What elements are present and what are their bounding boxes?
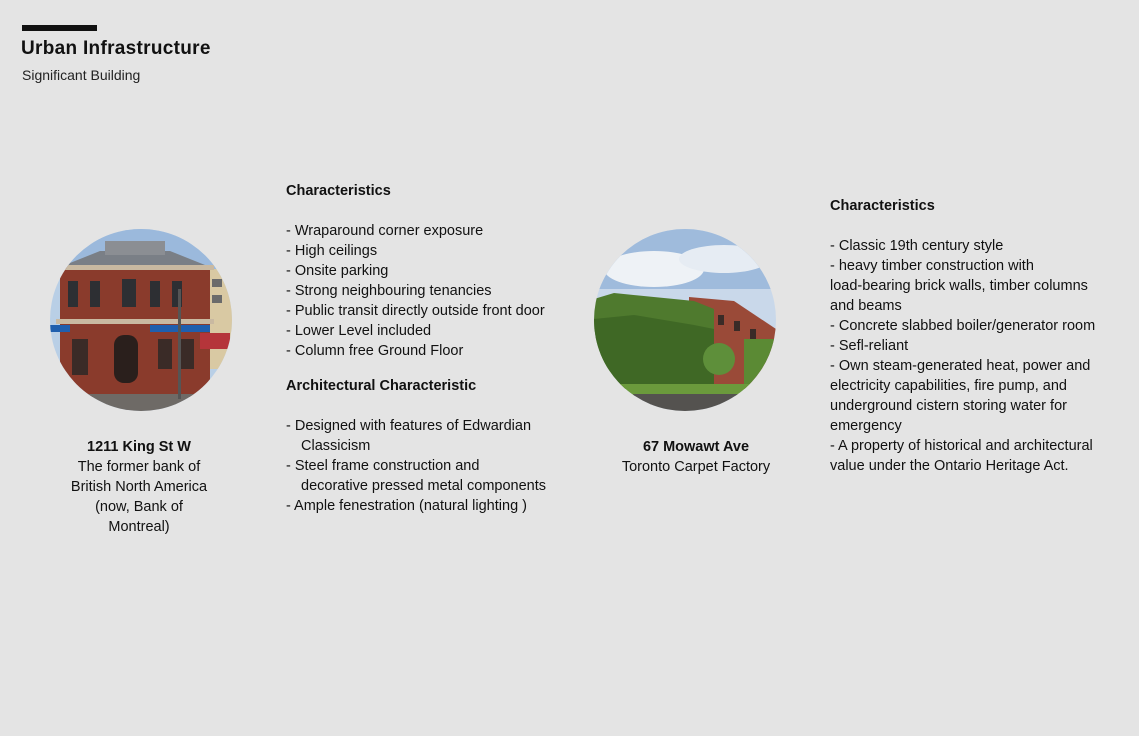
building-caption-mowat-ave	[596, 437, 796, 477]
list-item: - Sefl-reliant	[830, 338, 909, 354]
list-item: - Own steam-generated heat, power and	[830, 358, 1091, 374]
characteristics-column-mowat-ave	[830, 196, 1095, 476]
list-item: and beams	[830, 298, 902, 314]
building-photo-mowat-ave	[594, 229, 776, 411]
page-subtitle: Significant Building	[22, 67, 141, 83]
building-photo-king-st	[50, 229, 232, 411]
characteristics-column-king-st	[286, 181, 546, 516]
list-item: emergency	[830, 418, 902, 434]
list-item: decorative pressed metal components	[301, 478, 547, 494]
building-desc-line: British North America	[70, 479, 208, 495]
list-item: electricity capabilities, fire pump, and	[830, 378, 1067, 394]
list-item: - A property of historical and architectural	[830, 438, 1093, 454]
characteristics-heading: Characteristics	[830, 198, 935, 214]
list-item: - Onsite parking	[286, 263, 389, 279]
list-item: - Strong neighbouring tenancies	[286, 283, 492, 299]
building-desc-line: (now, Bank of	[95, 499, 183, 515]
list-item: - Lower Level included	[286, 323, 432, 339]
list-item: Classicism	[301, 438, 371, 454]
list-item: - Column free Ground Floor	[286, 343, 464, 359]
list-item: - Ample fenestration (natural lighting )	[286, 498, 527, 514]
list-item: - heavy timber construction with	[830, 258, 1034, 274]
list-item: - Designed with features of Edwardian	[286, 418, 532, 434]
characteristics-list	[286, 221, 546, 361]
list-item: - Classic 19th century style	[830, 238, 1004, 254]
building-desc-line: The former bank of	[77, 459, 201, 475]
list-item: load-bearing brick walls, timber columns	[830, 278, 1088, 294]
list-item: - Public transit directly outside front door	[286, 303, 545, 319]
list-item: value under the Ontario Heritage Act.	[830, 458, 1069, 474]
list-item: - Steel frame construction and	[286, 458, 480, 474]
list-item: - High ceilings	[286, 243, 378, 259]
building-name: 67 Mowawt Ave	[642, 439, 750, 455]
list-item: underground cistern storing water for	[830, 398, 1067, 414]
page-title: Urban Infrastructure	[21, 38, 211, 59]
list-item: - Wraparound corner exposure	[286, 223, 484, 239]
building-desc-line: Toronto Carpet Factory	[621, 459, 771, 475]
arch-characteristic-list	[286, 416, 546, 516]
list-item: - Concrete slabbed boiler/generator room	[830, 318, 1096, 334]
building-caption-king-st	[48, 437, 230, 537]
characteristics-heading: Characteristics	[286, 183, 391, 199]
arch-characteristic-heading: Architectural Characteristic	[286, 378, 477, 394]
building-desc-line: Montreal)	[108, 519, 170, 535]
characteristics-list	[830, 236, 1095, 476]
building-name: 1211 King St W	[87, 439, 191, 455]
header-accent-bar	[22, 25, 97, 31]
